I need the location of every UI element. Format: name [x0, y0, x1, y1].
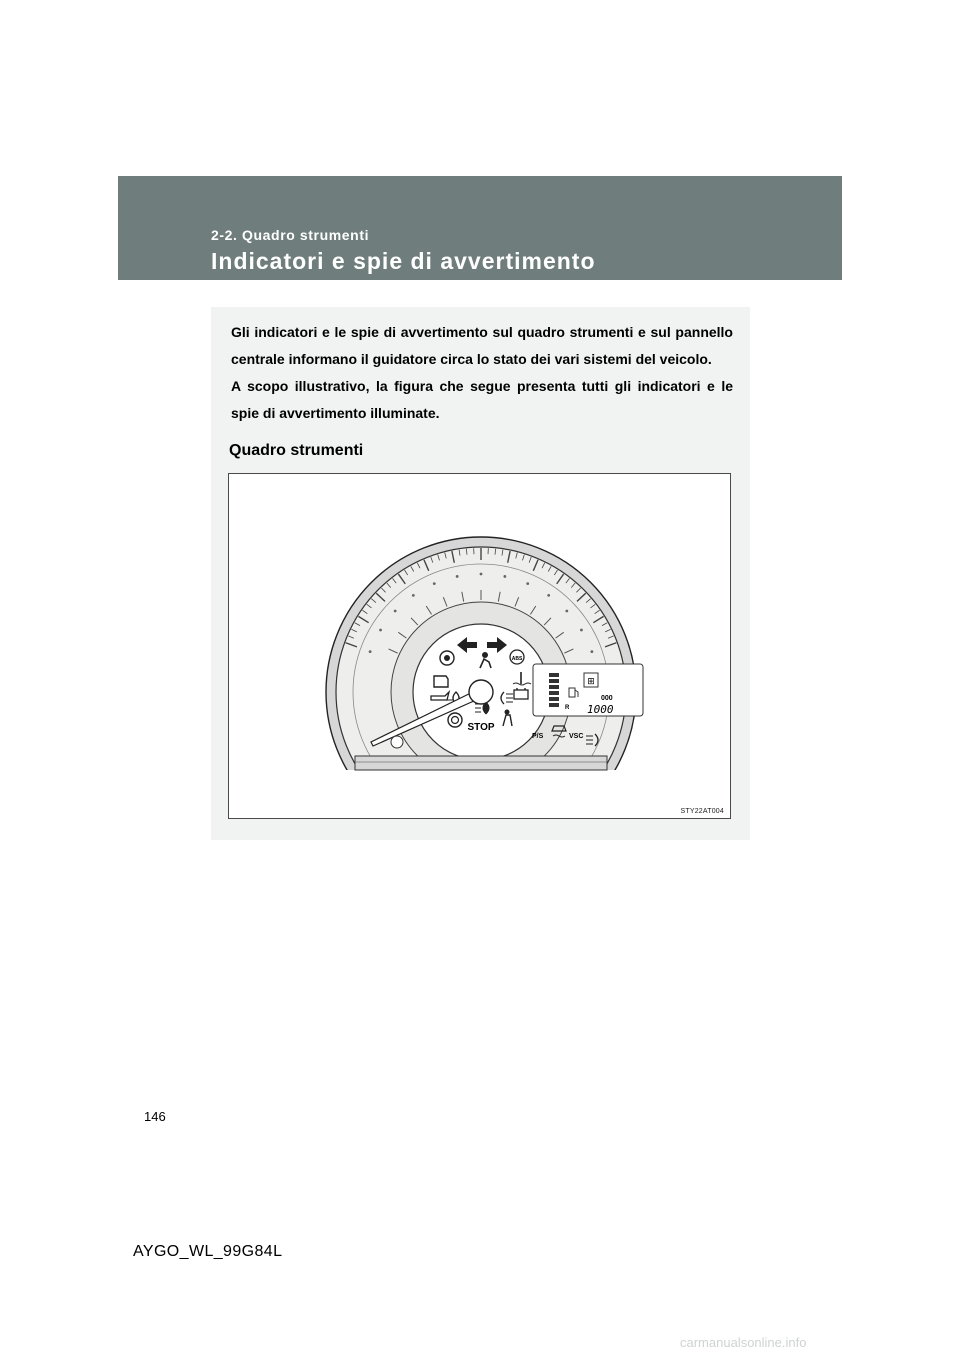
- speed-dot: [379, 629, 382, 632]
- speed-dot: [503, 575, 506, 578]
- speed-dot: [580, 629, 583, 632]
- trip-reset-knob: [391, 736, 403, 748]
- speed-dot: [433, 582, 436, 585]
- document-code: AYGO_WL_99G84L: [133, 1243, 283, 1260]
- page-title: Indicatori e spie di avvertimento: [211, 248, 596, 274]
- content-box: [211, 307, 750, 840]
- speed-dot: [394, 610, 397, 613]
- trip-display: 000: [601, 695, 613, 702]
- intro-paragraph-2: A scopo illustrativo, la figura che segue presenta tutti gli indicatori e le spie di avvertimento illuminate.: [231, 378, 733, 421]
- speed-dot: [456, 575, 459, 578]
- page-number: 146: [144, 1109, 166, 1124]
- vsc-label: VSC: [569, 733, 584, 740]
- speed-dot: [547, 594, 550, 597]
- svg-text:ABS: ABS: [511, 656, 523, 662]
- gear-r-label: R: [565, 705, 570, 711]
- speed-dot: [369, 650, 372, 653]
- speed-dot: [526, 582, 529, 585]
- power-steering-label: P/S: [532, 733, 544, 740]
- cluster-base: [355, 756, 607, 770]
- instrument-cluster-illustration: [229, 474, 731, 819]
- speed-dot: [480, 573, 483, 576]
- section-label: 2-2. Quadro strumenti: [211, 227, 370, 243]
- intro-text: [231, 319, 733, 427]
- speed-dot: [590, 650, 593, 653]
- svg-text:⊞: ⊞: [587, 676, 595, 686]
- svg-text:STOP: STOP: [467, 722, 495, 733]
- instrument-cluster-figure: [228, 473, 731, 819]
- figure-code: STY22AT004: [680, 808, 724, 815]
- speed-dot: [565, 610, 568, 613]
- stop-icon: [467, 720, 495, 733]
- speed-dot: [412, 594, 415, 597]
- section-header: [118, 176, 842, 280]
- odometer-display: 1000: [587, 703, 614, 716]
- intro-paragraph-1: Gli indicatori e le spie di avvertimento sul quadro strumenti e sul pannello centrale informano il guidatore circa lo stato dei vari sistemi del veicolo.: [231, 324, 733, 367]
- subheading: Quadro strumenti: [229, 442, 364, 459]
- watermark: carmanualsonline.info: [680, 1335, 807, 1350]
